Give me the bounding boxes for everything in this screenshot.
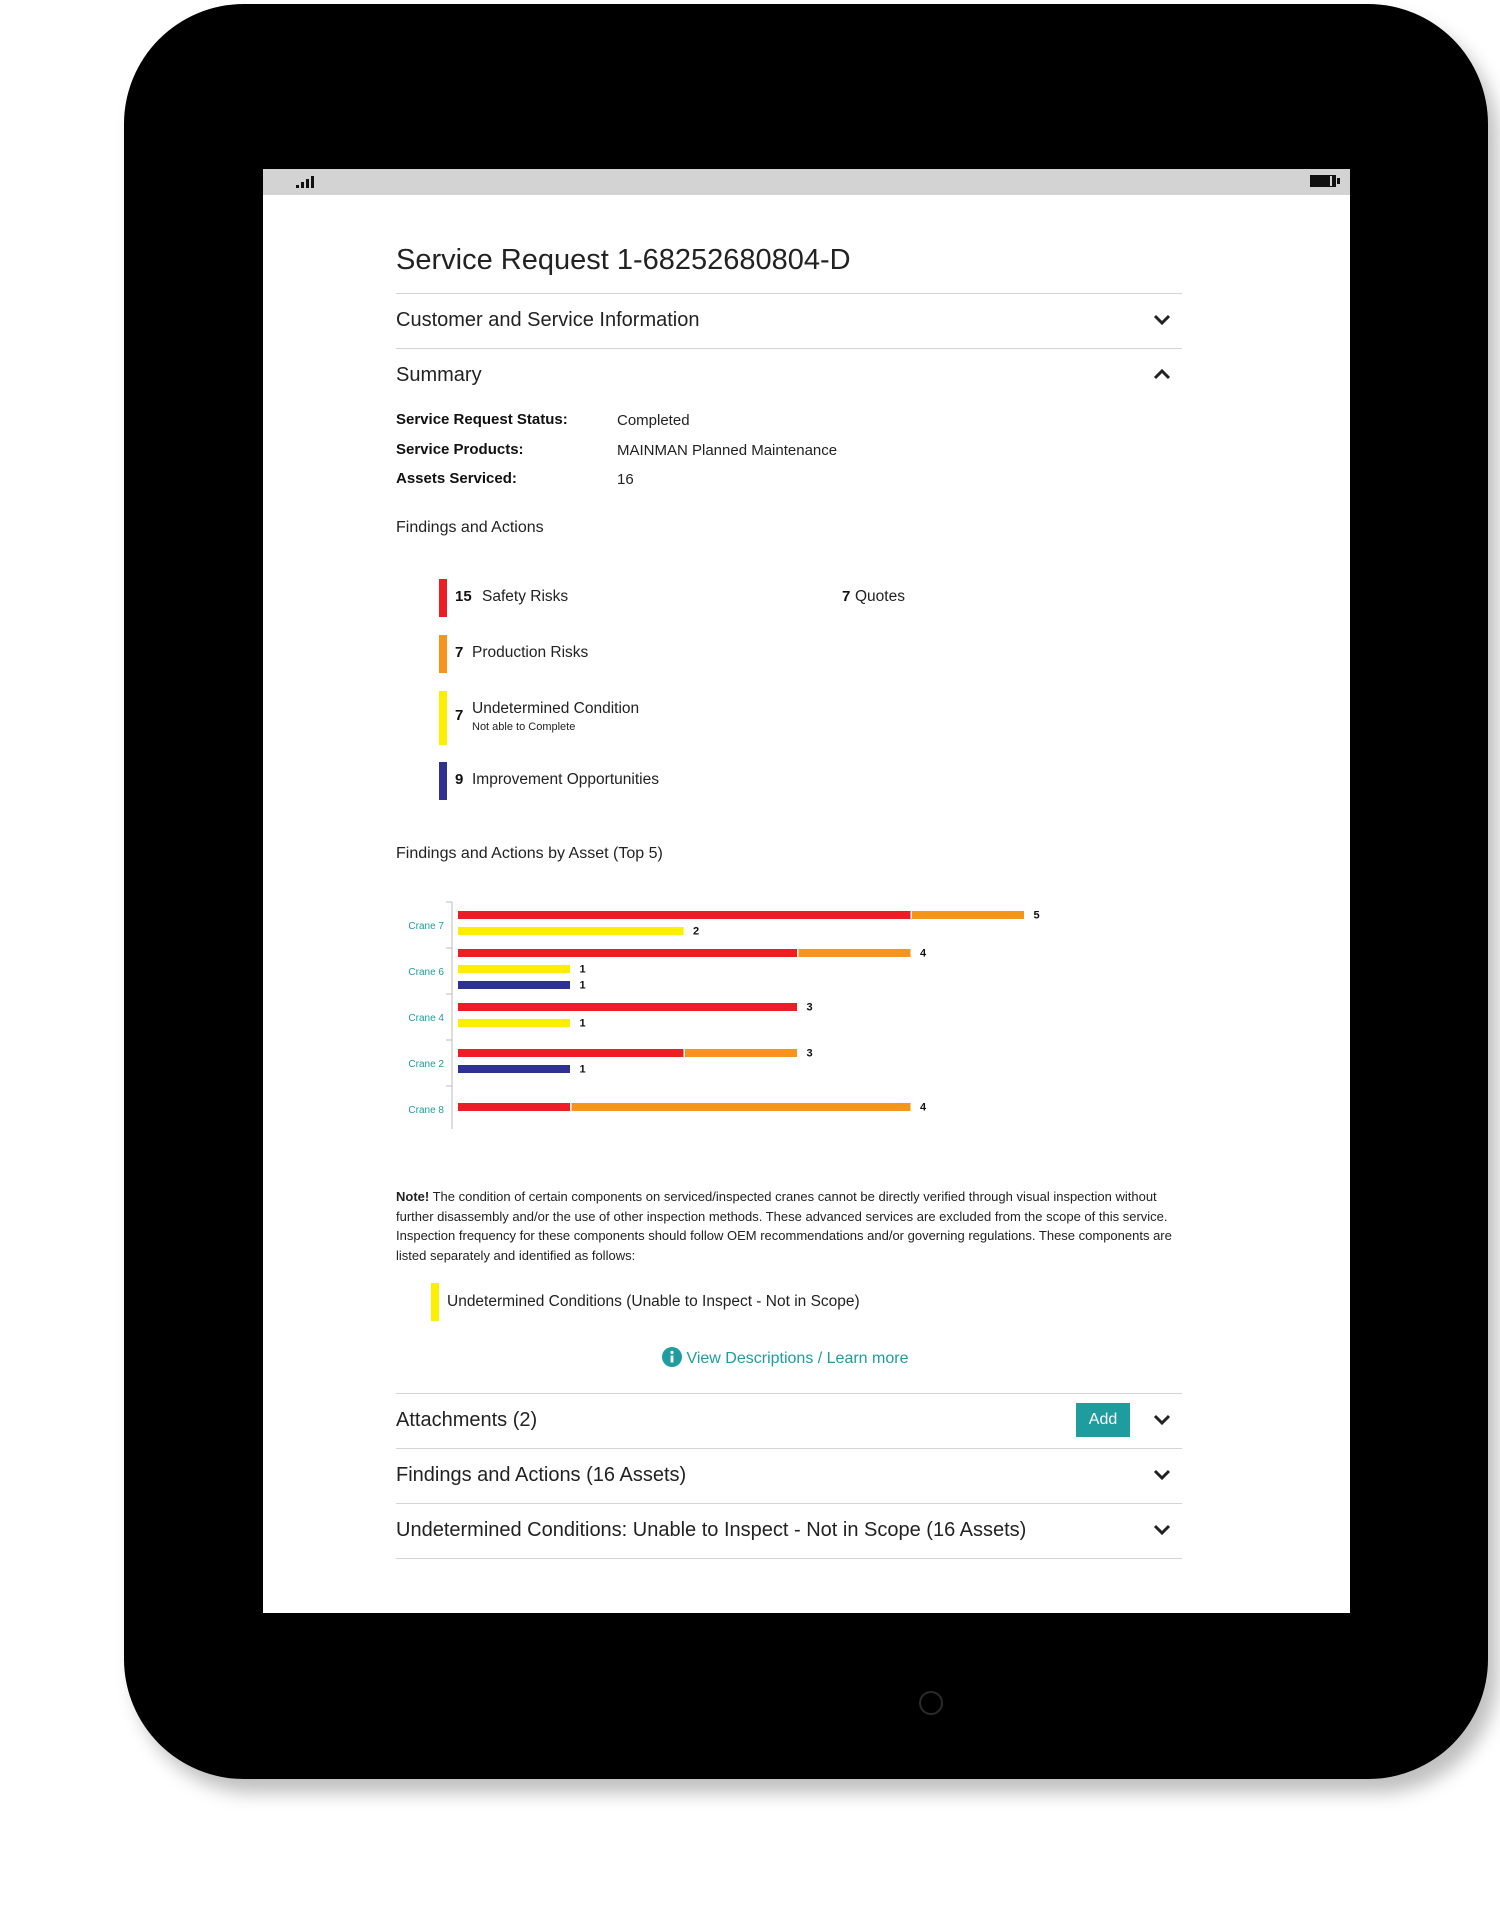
chart-bar-undetermined [458,927,684,935]
quotes-count: 7 [842,588,851,605]
note-text: The condition of certain components on serviced/inspected cranes cannot be directly verified through visual inspection without further disassembly and/or the use of other inspection methods. These advanced services are excluded from the scope of this service. Inspection frequency for these components should follow OEM recommendations and/or governing regulations. These components are listed separately and identified as follows: [396,1189,1172,1263]
undetermined-color-swatch [439,691,447,745]
screen [263,169,1350,1613]
chevron-down-icon[interactable] [1152,1412,1172,1426]
undetermined-sublabel: Not able to Complete [472,721,576,733]
chevron-down-icon[interactable] [1152,312,1172,326]
quotes-label: Quotes [855,588,905,605]
status-key: Service Request Status: [396,411,568,428]
chevron-down-icon[interactable] [1152,1522,1172,1536]
section-customer-header[interactable] [396,293,1182,348]
section-summary-label: Summary [396,364,482,386]
chevron-down-icon[interactable] [1152,1467,1172,1481]
chart-data-label: 4 [920,947,927,960]
learn-more-label[interactable]: View Descriptions / Learn more [686,1350,909,1367]
chart-bar-production [572,1103,911,1111]
chart-data-label: 1 [579,1017,586,1030]
chart-data-label: 1 [579,1063,586,1076]
learn-more-link[interactable] [662,1347,908,1368]
note-paragraph [396,1187,1182,1265]
safety-color-swatch [439,579,447,617]
safety-count: 15 [455,588,472,605]
chart-bar-safety [458,1103,570,1111]
undetermined-label: Undetermined Condition [472,700,640,717]
improvement-label: Improvement Opportunities [472,771,659,788]
production-color-swatch [439,635,447,673]
info-icon [662,1347,682,1367]
chart-bar-production [685,1049,797,1057]
status-value: Completed [617,412,690,429]
section-summary-header[interactable] [396,348,1182,403]
assets-value: 16 [617,471,634,488]
section-findings-label: Findings and Actions (16 Assets) [396,1464,687,1486]
chart-bar-improvement [458,1065,570,1073]
chart-data-label: 4 [920,1101,927,1114]
chart-bar-safety [458,1049,684,1057]
safety-label: Safety Risks [482,588,569,605]
chart-data-label: 5 [1033,909,1040,922]
section-findings-header[interactable] [396,1448,1182,1503]
findings-heading: Findings and Actions [396,519,544,536]
status-bar [263,169,1350,195]
note-bold: Note! [396,1189,430,1204]
chart-category-label: Crane 8 [408,1105,444,1116]
improvement-color-swatch [439,762,447,800]
section-undetermined-header[interactable] [396,1503,1182,1559]
products-value: MAINMAN Planned Maintenance [617,442,838,459]
chart-data-label: 1 [579,979,586,992]
battery-icon [1310,175,1340,187]
assets-key: Assets Serviced: [396,470,517,487]
chart-heading: Findings and Actions by Asset (Top 5) [396,845,663,862]
chart-bar-safety [458,1003,797,1011]
chart-data-label: 1 [579,963,586,976]
chart-bar-production [799,949,911,957]
chart-category-label: Crane 4 [408,1013,444,1024]
chart-bar-safety [458,911,911,919]
section-attachments-header[interactable] [396,1393,1182,1448]
chart-category-label: Crane 7 [408,921,444,932]
production-count: 7 [455,644,464,661]
section-customer-label: Customer and Service Information [396,309,700,331]
signal-icon [296,176,318,188]
add-attachment-button[interactable]: Add [1076,1403,1130,1437]
note-legend-swatch [431,1283,439,1321]
chart-bar-undetermined [458,965,570,973]
page-title: Service Request 1-68252680804-D [396,244,851,276]
chevron-up-icon[interactable] [1152,367,1172,381]
improvement-count: 9 [455,771,464,788]
chart-category-label: Crane 2 [408,1059,444,1070]
findings-by-asset-chart [396,899,1182,1129]
chart-data-label: 3 [806,1047,813,1060]
home-button[interactable] [919,1691,943,1715]
section-attachments-label: Attachments (2) [396,1409,538,1431]
chart-bar-undetermined [458,1019,570,1027]
chart-data-label: 2 [693,925,700,938]
chart-bar-safety [458,949,797,957]
chart-data-label: 3 [806,1001,813,1014]
products-key: Service Products: [396,441,524,458]
chart-bar-improvement [458,981,570,989]
note-legend-label: Undetermined Conditions (Unable to Inspect - Not in Scope) [447,1293,860,1310]
section-undetermined-label: Undetermined Conditions: Unable to Inspect - Not in Scope (16 Assets) [396,1519,1027,1541]
chart-category-label: Crane 6 [408,967,444,978]
chart-bar-production [912,911,1024,919]
undetermined-count: 7 [455,707,464,724]
production-label: Production Risks [472,644,589,661]
